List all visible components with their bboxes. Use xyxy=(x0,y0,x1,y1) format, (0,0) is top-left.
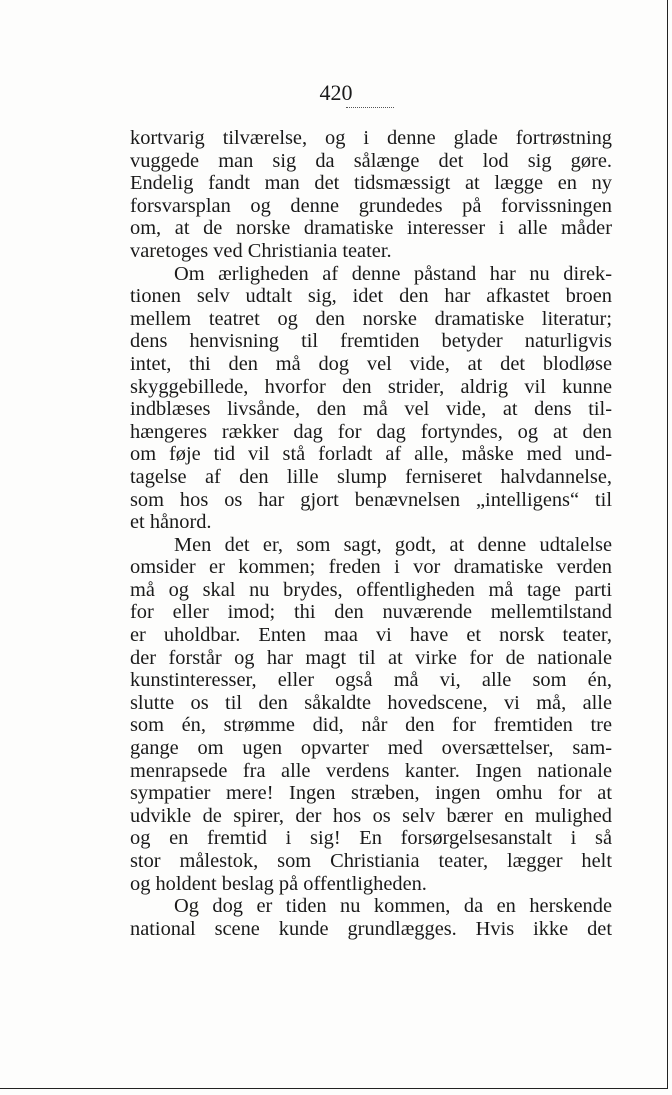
text-line: Endelig fandt man det tidsmæssigt at lægge en ny xyxy=(130,172,612,195)
text-line: sympatier mere! Ingen stræben, ingen omhu for at xyxy=(130,782,612,805)
text-line: udvikle de spirer, der hos os selv bærer en mulighed xyxy=(130,804,612,827)
text-line: stor målestok, som Christiania teater, lægger helt xyxy=(130,850,612,872)
text-line: slutte os til den såkaldte hovedscene, vi må, alle xyxy=(130,691,612,714)
text-line: indblæses livsånde, den må vel vide, at dens til- xyxy=(130,398,612,421)
text-line: omsider er kommen; freden i vor dramatiske verden xyxy=(130,556,612,579)
page-edge-right xyxy=(667,0,668,1088)
text-line: mellem teatret og den norske dramatiske literatur; xyxy=(130,307,612,330)
body-text xyxy=(130,127,612,940)
text-line: må og skal nu brydes, offentligheden må tage parti xyxy=(130,578,612,601)
text-line: varetoges ved Christiania teater. xyxy=(130,239,392,262)
text-line: menrapsede fra alle verdens kanter. Ingen nationale xyxy=(130,759,612,782)
page-number-rule xyxy=(346,107,394,108)
text-line: som én, strømme did, når den for fremtiden tre xyxy=(130,714,612,737)
text-line: som hos os har gjort benævnelsen „intelligens“ til xyxy=(130,488,612,511)
text-line: tagelse af den lille slump ferniseret halvdannelse, xyxy=(130,465,612,488)
text-line: kortvarig tilværelse, og i denne glade fortrøstning xyxy=(130,127,612,149)
page-edge-bottom xyxy=(0,1088,668,1089)
text-line: kunstinteresser, eller også må vi, alle som én, xyxy=(130,669,612,692)
text-line: og en fremtid i sig! En forsørgelsesanstalt i så xyxy=(130,827,612,850)
text-line: gange om ugen opvarter med oversættelser, sam- xyxy=(130,737,612,760)
page-number: 420 xyxy=(319,80,353,105)
text-line: om føje tid vil stå forladt af alle, måske med und- xyxy=(130,443,612,466)
text-line: intet, thi den må dog vel vide, at det blodløse xyxy=(130,352,612,375)
text-line: Og dog er tiden nu kommen, da en herskende xyxy=(174,895,612,918)
text-line: Men det er, som sagt, godt, at denne udtalelse xyxy=(174,533,612,556)
text-line: vuggede man sig da sålænge det lod sig gøre. xyxy=(130,149,612,172)
text-line: og holdent beslag på offentligheden. xyxy=(130,872,427,895)
text-line: er uholdbar. Enten maa vi have et norsk teater, xyxy=(130,624,612,647)
text-line: skyggebillede, hvorfor den strider, aldrig vil kunne xyxy=(130,375,612,398)
text-line: national scene kunde grundlægges. Hvis ikke det xyxy=(130,917,612,940)
text-line: om, at de norske dramatiske interesser i alle måder xyxy=(130,217,612,240)
text-line: forsvarsplan og denne grundedes på forvissningen xyxy=(130,194,612,217)
text-line: for eller imod; thi den nuværende mellemtilstand xyxy=(130,601,612,624)
text-line: dens henvisning til fremtiden betyder naturligvis xyxy=(130,330,612,353)
text-line: tionen selv udtalt sig, idet den har afkastet broen xyxy=(130,285,612,308)
text-line: et hånord. xyxy=(130,511,212,534)
text-line: der forstår og har magt til at virke for de nationale xyxy=(130,646,612,669)
text-line: hængeres rækker dag for dag fortyndes, og at den xyxy=(130,420,612,443)
text-line: Om ærligheden af denne påstand har nu direk- xyxy=(174,262,612,285)
